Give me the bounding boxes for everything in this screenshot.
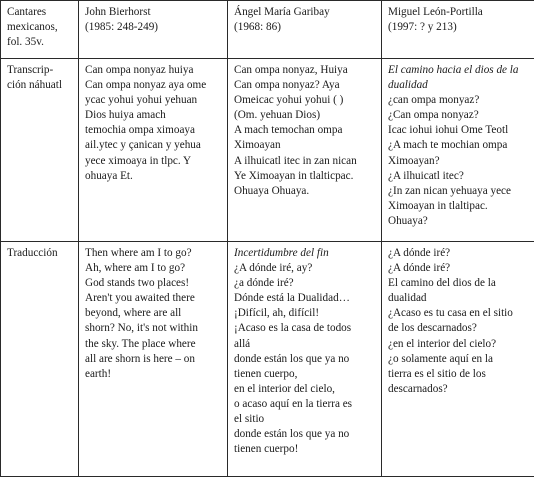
cell-text-line: ¿o solamente aquí en la [388,352,528,367]
cell-text-line: donde están los que ya no [234,427,375,442]
cell-text-line: ¿A ilhuicatl itec? [388,169,528,184]
cell-text-line: beyond, where are all [85,306,221,321]
cell-text-line: ¿en el interior del cielo? [388,337,528,352]
cell-text-line: o acaso aquí en la tierra es [234,397,375,412]
cell-text-line: ¿a dónde iré? [234,276,375,291]
cell-text-line: ¿can ompa monyaz? [388,93,528,108]
cell-text-line: ¿A dónde iré? [388,246,528,261]
cell-text-line: shorn? No, it's not within [85,321,221,336]
cell-text-line: ¡Difícil, ah, difícil! [234,306,375,321]
header-leon-ref: (1997: ? y 213) [388,20,528,35]
cell-text-line: Ohuaya? [388,214,528,229]
header-bierhorst-name: John Bierhorst [85,5,221,20]
garibay-translation [228,242,382,477]
cell-text-line: ¿Acaso es tu casa en el sitio [388,306,528,321]
cell-text-line: Ah, where am I to go? [85,261,221,276]
cell-text-line: Can ompa nonyaz aya ome [85,78,221,93]
header-source [1,1,79,59]
cell-text-line: Can ompa nonyaz, Huiya [234,63,375,78]
cell-text-line: Icac iohui iohui Ome Teotl [388,123,528,138]
cell-text-line: Traducción [7,246,72,261]
cell-text-line: all are shorn is here – on [85,352,221,367]
cell-text-line: descarnados? [388,382,528,397]
cell-text-line: ¿A dónde iré, ay? [234,261,375,276]
cell-text-line: Transcrip- [7,63,72,78]
cell-text-line: yece ximoaya in tlpc. Y [85,154,221,169]
leon-transcription [382,59,534,242]
cell-text-line: ¡Acaso es la casa de todos [234,321,375,336]
cell-text-line: tierra es el sitio de los [388,367,528,382]
cell-text-line: A ilhuicatl itec in zan nican [234,154,375,169]
cell-text-line: allá [234,337,375,352]
cell-text-line: the sky. The place where [85,337,221,352]
cell-text-line: earth! [85,367,221,382]
cell-text-line: ción náhuatl [7,78,72,93]
cell-text-line: (Om. yehuan Dios) [234,108,375,123]
bierhorst-translation [79,242,228,477]
cell-text-line: ¿In zan nican yehuaya yece [388,184,528,199]
cell-text-line: Ohuaya Ohuaya. [234,184,375,199]
leon-translation [382,242,534,477]
header-source-line: Cantares [7,5,72,20]
header-bierhorst [79,1,228,59]
cell-text-line: tienen cuerpo, [234,367,375,382]
cell-text-line: dualidad [388,291,528,306]
cell-text-line: temochia ompa ximoaya [85,123,221,138]
row-label-transcription [1,59,79,242]
cell-text-line: Dios huiya amach [85,108,221,123]
cell-title-line: dualidad [388,78,528,93]
cell-text-line: Ximoayan? [388,154,528,169]
garibay-transcription [228,59,382,242]
translation-row [1,242,534,477]
cell-text-line: donde están los que ya no [234,352,375,367]
header-source-line: fol. 35v. [7,35,72,50]
cell-title-line: El camino hacia el dios de la [388,63,528,78]
bierhorst-transcription [79,59,228,242]
cell-text-line: Aren't you awaited there [85,291,221,306]
cell-text-line: el sitio [234,412,375,427]
cell-text-line: ail.ytec y çanican y yehua [85,138,221,153]
cell-text-line: Ximoayan in tlaltipac. [388,199,528,214]
cell-text-line: ¿A dónde iré? [388,261,528,276]
cell-text-line: ¿Can ompa nonyaz? [388,108,528,123]
cell-text-line: Dónde está la Dualidad… [234,291,375,306]
header-row [1,1,534,59]
cell-text-line: de los descarnados? [388,321,528,336]
cell-text-line: God stands two places! [85,276,221,291]
cell-text-line: ¿A mach te mochian ompa [388,138,528,153]
header-leon-portilla [382,1,534,59]
cell-text-line: ohuaya Et. [85,169,221,184]
cell-text-line: Omeicac yohui yohui ( ) [234,93,375,108]
header-garibay-name: Ángel María Garibay [234,5,375,20]
header-bierhorst-ref: (1985: 248-249) [85,20,221,35]
header-leon-name: Miguel León-Portilla [388,5,528,20]
header-garibay-ref: (1968: 86) [234,20,375,35]
cell-text-line: Then where am I to go? [85,246,221,261]
row-label-translation [1,242,79,477]
cell-text-line: A mach temochan ompa [234,123,375,138]
cell-title-line: Incertidumbre del fin [234,246,375,261]
cell-text-line: ycac yohui yohui yehuan [85,93,221,108]
header-garibay [228,1,382,59]
cell-text-line: en el interior del cielo, [234,382,375,397]
cell-text-line: Ye Ximoayan in tlalticpac. [234,169,375,184]
header-source-line: mexicanos, [7,20,72,35]
cell-text-line: tienen cuerpo! [234,442,375,457]
cell-text-line: El camino del dios de la [388,276,528,291]
cell-text-line: Can ompa nonyaz huiya [85,63,221,78]
cell-text-line: Can ompa nonyaz? Aya [234,78,375,93]
cell-text-line: Ximoayan [234,138,375,153]
transcription-row [1,59,534,242]
